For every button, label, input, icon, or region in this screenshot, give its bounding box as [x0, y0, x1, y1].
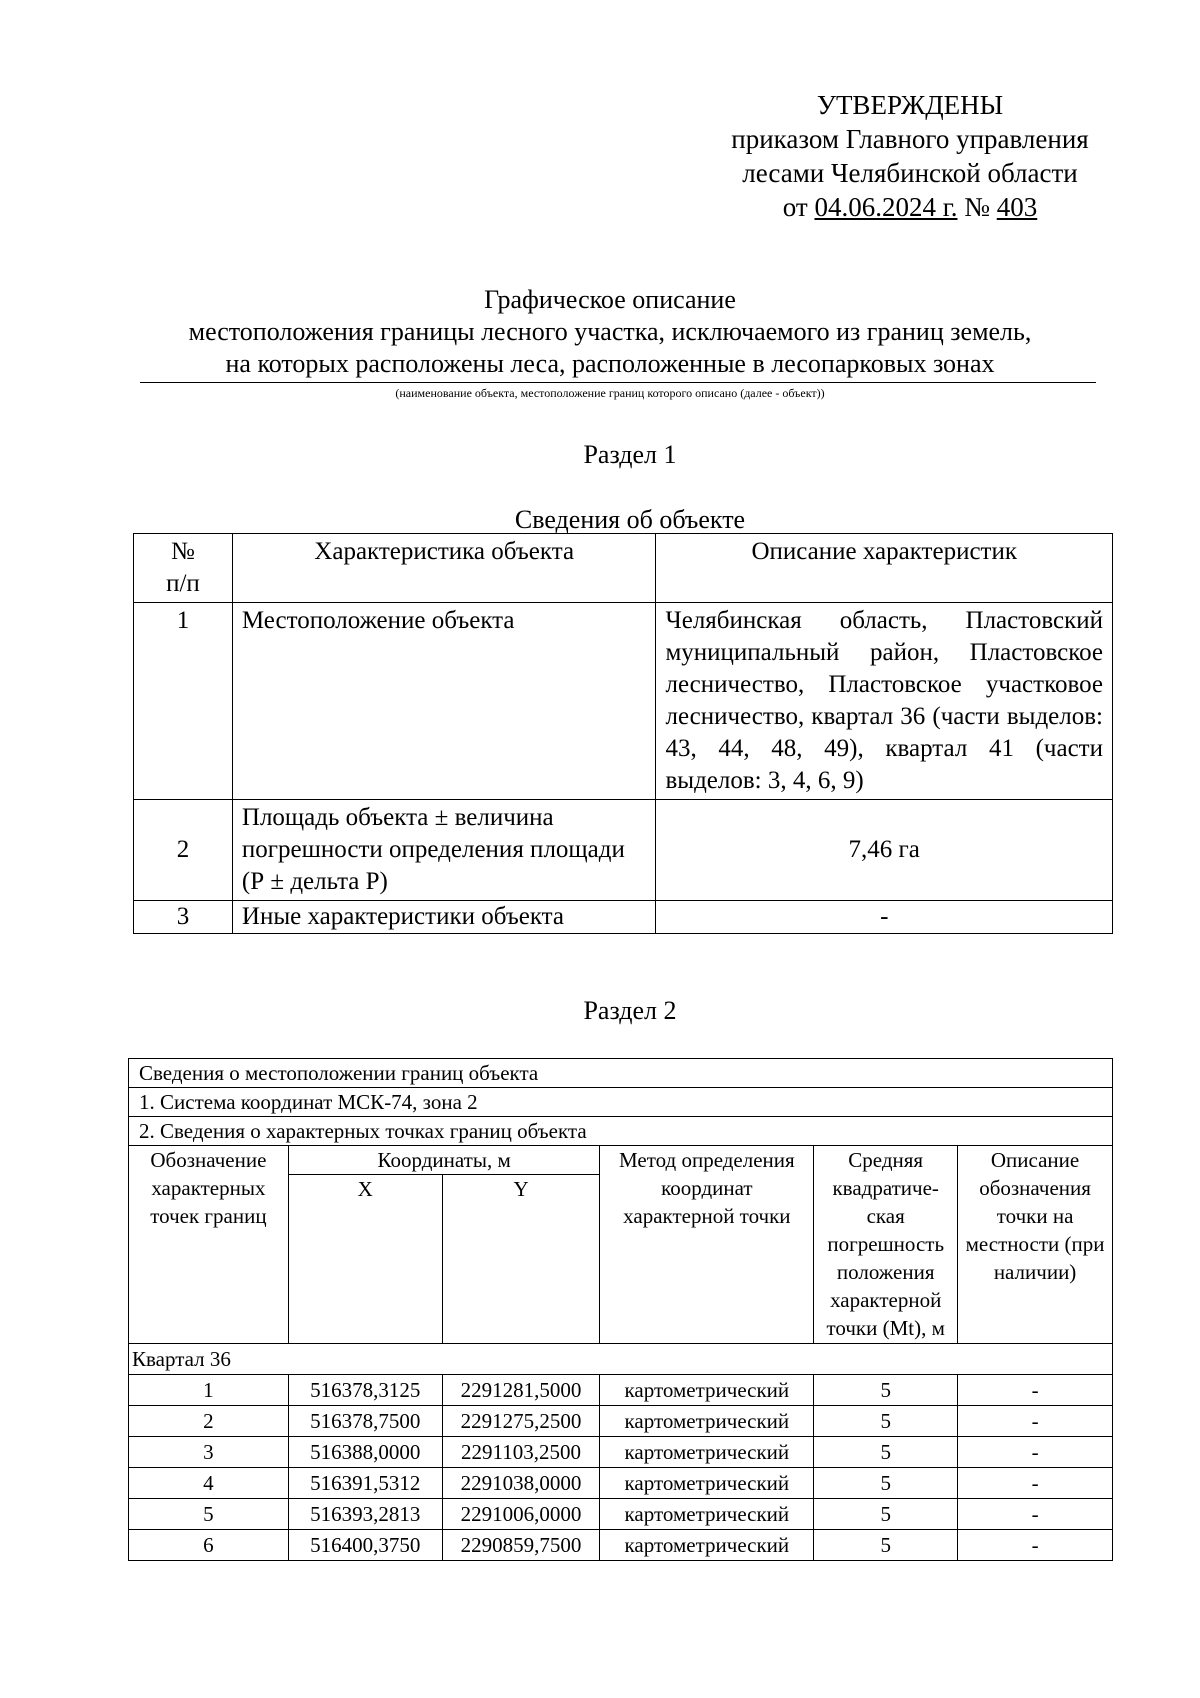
header-coordinates: Координаты, м — [288, 1146, 600, 1175]
point-mt: 5 — [814, 1468, 958, 1499]
approval-block — [700, 88, 1120, 224]
object-info-table — [133, 533, 1113, 934]
point-x: 516378,7500 — [288, 1406, 442, 1437]
point-mt: 5 — [814, 1499, 958, 1530]
point-mt: 5 — [814, 1437, 958, 1468]
header-x: X — [288, 1175, 442, 1344]
boundary-points-table — [128, 1058, 1113, 1561]
header-designation: Обозначение характерных точек границ — [129, 1146, 289, 1344]
point-id: 5 — [129, 1499, 289, 1530]
row-num: 3 — [134, 901, 233, 934]
coordinate-system: 1. Система координат МСК-74, зона 2 — [129, 1088, 1113, 1117]
header-description: Описание характеристик — [656, 534, 1113, 603]
header-y: Y — [442, 1175, 600, 1344]
table-row — [129, 1468, 1113, 1499]
point-id: 6 — [129, 1530, 289, 1561]
section-2-heading: Раздел 2 — [583, 996, 677, 1025]
point-desc: - — [958, 1499, 1113, 1530]
point-method: картометрический — [600, 1499, 814, 1530]
header-num: № п/п — [134, 534, 233, 603]
row-characteristic: Площадь объекта ± величина погрешности определения площади (Р ± дельта Р) — [232, 800, 656, 901]
header-method: Метод определения координат характерной точки — [600, 1146, 814, 1344]
table-row — [129, 1530, 1113, 1561]
row-characteristic: Иные характеристики объекта — [232, 901, 656, 934]
row-characteristic: Местоположение объекта — [232, 603, 656, 800]
point-y: 2291281,5000 — [442, 1375, 600, 1406]
point-y: 2291275,2500 — [442, 1406, 600, 1437]
approval-date: 04.06.2024 г. — [814, 192, 958, 222]
point-x: 516388,0000 — [288, 1437, 442, 1468]
point-method: картометрический — [600, 1468, 814, 1499]
point-x: 516393,2813 — [288, 1499, 442, 1530]
point-method: картометрический — [600, 1375, 814, 1406]
section-1-caption: Сведения об объекте — [514, 505, 746, 534]
point-mt: 5 — [814, 1530, 958, 1561]
approval-number: 403 — [996, 192, 1038, 222]
point-y: 2291006,0000 — [442, 1499, 600, 1530]
point-x: 516391,5312 — [288, 1468, 442, 1499]
point-id: 3 — [129, 1437, 289, 1468]
point-desc: - — [958, 1437, 1113, 1468]
approval-from: от — [782, 192, 808, 222]
title-underline — [140, 382, 1096, 383]
row-description: Челябинская область, Пластовский муниципальный район, Пластовское лесничество, Пластовское участковое лесничество, квартал 36 (части выделов: 43, 44, 48, 49), квартал 41 (части выделов: 3, 4, 6, 9) — [656, 603, 1113, 800]
quarter-label: Квартал 36 — [129, 1344, 1113, 1375]
point-y: 2291103,2500 — [442, 1437, 600, 1468]
point-method: картометрический — [600, 1406, 814, 1437]
title-line-3: на которых расположены леса, расположенные в лесопарковых зонах — [225, 349, 995, 378]
document-title — [130, 284, 1090, 380]
approval-authority-line: лесами Челябинской области — [742, 158, 1078, 188]
location-info-title: Сведения о местоположении границ объекта — [129, 1059, 1113, 1088]
table-row — [134, 800, 1113, 901]
approval-title: УТВЕРЖДЕНЫ — [816, 90, 1004, 120]
point-y: 2291038,0000 — [442, 1468, 600, 1499]
point-x: 516400,3750 — [288, 1530, 442, 1561]
approval-order-line: приказом Главного управления — [731, 124, 1089, 154]
row-description: 7,46 га — [656, 800, 1113, 901]
point-desc: - — [958, 1530, 1113, 1561]
point-desc: - — [958, 1468, 1113, 1499]
row-num: 2 — [134, 800, 233, 901]
point-desc: - — [958, 1375, 1113, 1406]
point-desc: - — [958, 1406, 1113, 1437]
section-1-heading: Раздел 1 — [583, 440, 677, 469]
point-id: 1 — [129, 1375, 289, 1406]
approval-number-sign: № — [964, 192, 990, 222]
header-error: Средняя квадратиче-ская погрешность положения характерной точки (Mt), м — [814, 1146, 958, 1344]
point-mt: 5 — [814, 1406, 958, 1437]
table-row — [129, 1499, 1113, 1530]
point-id: 4 — [129, 1468, 289, 1499]
row-num: 1 — [134, 603, 233, 800]
point-method: картометрический — [600, 1437, 814, 1468]
table-row — [129, 1437, 1113, 1468]
table-row — [134, 901, 1113, 934]
points-info-title: 2. Сведения о характерных точках границ объекта — [129, 1117, 1113, 1146]
point-y: 2290859,7500 — [442, 1530, 600, 1561]
table-header-row — [134, 534, 1113, 603]
table-row — [134, 603, 1113, 800]
table-row — [129, 1375, 1113, 1406]
header-characteristic: Характеристика объекта — [232, 534, 656, 603]
approval-date-line — [700, 190, 1120, 224]
header-point-description: Описание обозначения точки на местности (при наличии) — [958, 1146, 1113, 1344]
title-caption: (наименование объекта, местоположение границ которого описано (далее - объект)) — [395, 386, 825, 400]
point-mt: 5 — [814, 1375, 958, 1406]
point-method: картометрический — [600, 1530, 814, 1561]
table-row — [129, 1406, 1113, 1437]
point-x: 516378,3125 — [288, 1375, 442, 1406]
point-id: 2 — [129, 1406, 289, 1437]
title-line-2: местоположения границы лесного участка, исключаемого из границ земель, — [188, 317, 1032, 346]
row-description: - — [656, 901, 1113, 934]
title-line-1: Графическое описание — [484, 285, 736, 314]
